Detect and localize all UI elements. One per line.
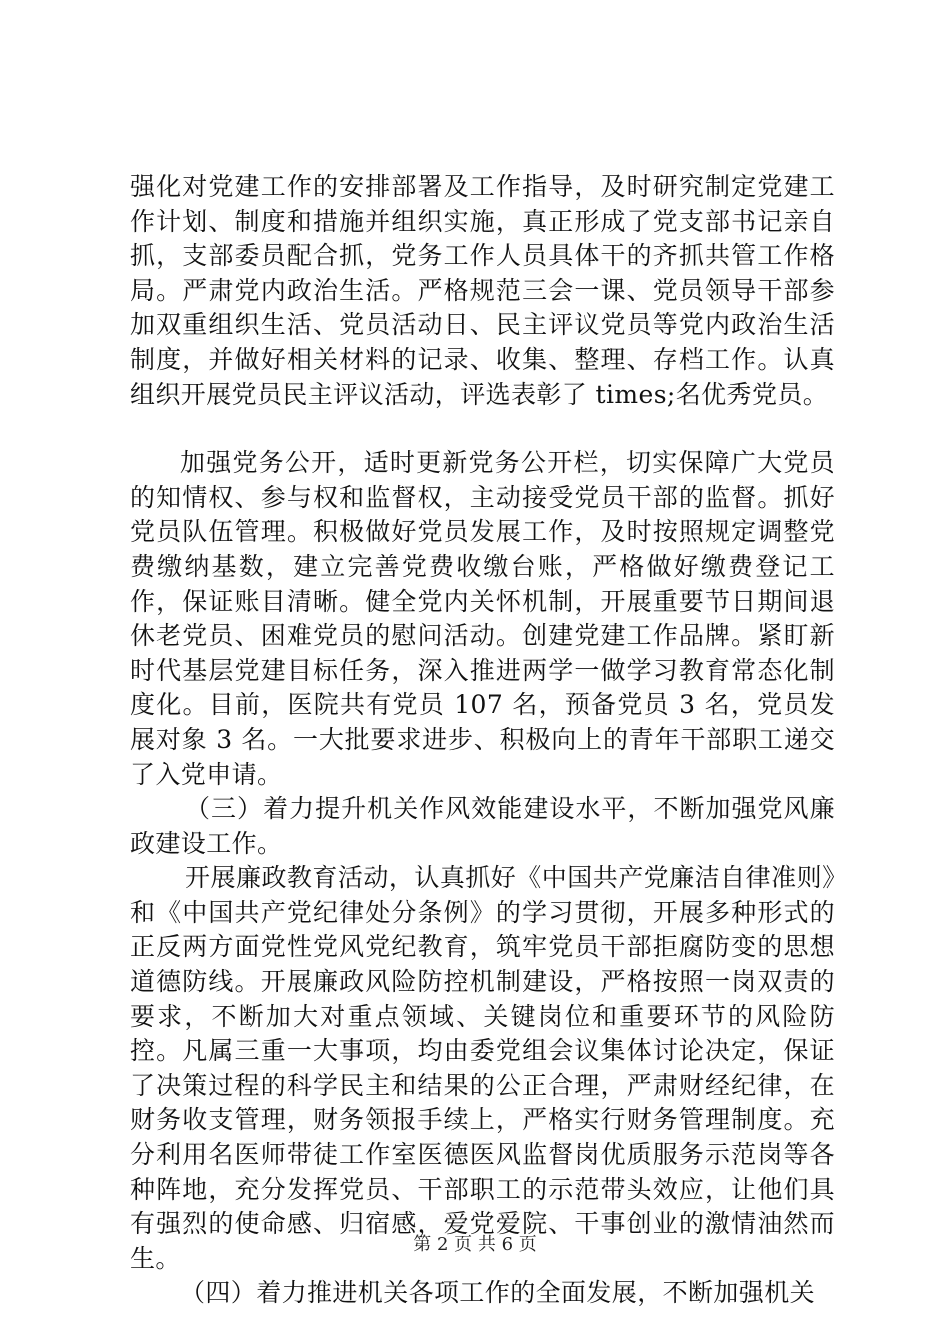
section-heading-3: （三）着力提升机关作风效能建设水平，不断加强党风廉政建设工作。 <box>130 794 835 858</box>
section-heading-4: （四）着力推进机关各项工作的全面发展，不断加强机关 <box>180 1278 816 1308</box>
paragraph-1: 强化对党建工作的安排部署及工作指导，及时研究制定党建工作计划、制度和措施并组织实施，真正形成了党支部书记亲自抓，支部委员配合抓，党务工作人员具体干的齐抓共管工作格局。严肃党内政治生活。严格规范三会一课、党员领导干部参加双重组织生活、党员活动日、民主评议党员等党内政治生活制度，并做好相关材料的记录、收集、整理、存档工作。认真组织开展党员民主评议活动，评选表彰了 times;名优秀党员。 <box>130 172 835 409</box>
paragraph-2: 加强党务公开，适时更新党务公开栏，切实保障广大党员的知情权、参与权和监督权，主动接受党员干部的监督。抓好党员队伍管理。积极做好党员发展工作，及时按照规定调整党费缴纳基数，建立完善党费收缴台账，严格做好缴费登记工作，保证账目清晰。健全党内关怀机制，开展重要节日期间退休老党员、困难党员的慰问活动。创建党建工作品牌。紧盯新时代基层党建目标任务，深入推进两学一做学习教育常态化制度化。目前，医院共有党员 107 名，预备党员 3 名，党员发展对象 3 名。一大批要求进步、积极向上的青年干部职工递交了入党申请。 <box>130 448 835 789</box>
paragraph-3: 开展廉政教育活动，认真抓好《中国共产党廉洁自律准则》和《中国共产党纪律处分条例》的学习贯彻，开展多种形式的正反两方面党性党风党纪教育，筑牢党员干部拒腐防变的思想道德防线。开展廉政风险防控机制建设，严格按照一岗双责的要求，不断加大对重点领域、关键岗位和重要环节的风险防控。凡属三重一大事项，均由委党组会议集体讨论决定，保证了决策过程的科学民主和结果的公正合理，严肃财经纪律，在财务收支管理，财务领报手续上，严格实行财务管理制度。充分利用名医师带徒工作室医德医风监督岗优质服务示范岗等各种阵地，充分发挥党员、干部职工的示范带头效应，让他们具有强烈的使命感、归宿感，爱党爱院、干事创业的激情油然而生。 <box>130 863 835 1273</box>
page-number-footer: 第 2 页 共 6 页 <box>413 1234 537 1255</box>
document-body <box>130 170 835 1311</box>
paragraph-gap <box>130 412 835 446</box>
